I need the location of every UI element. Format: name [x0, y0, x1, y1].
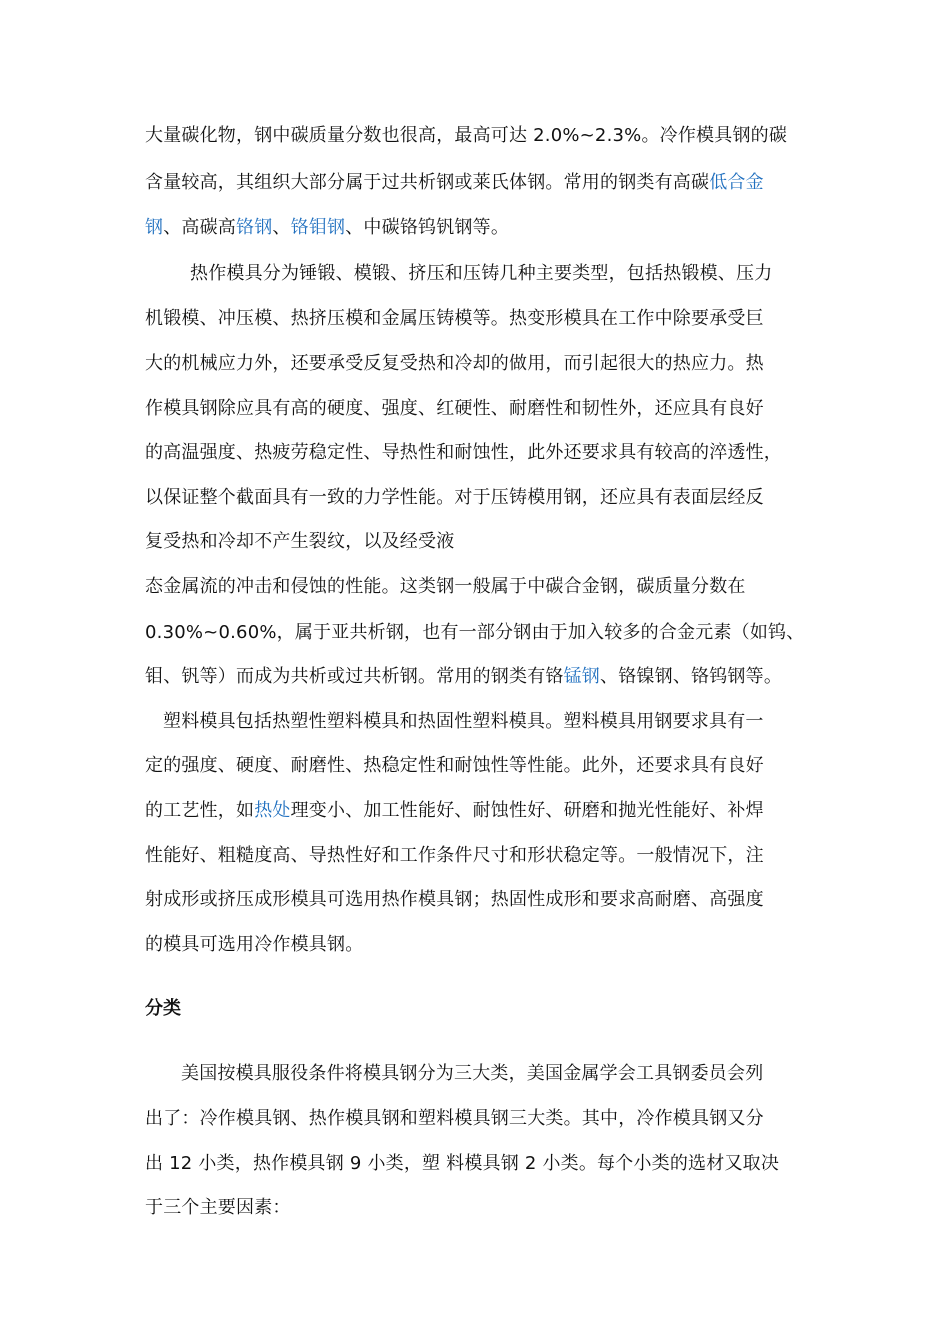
- text-line: 出 12 小类，热作模具钢 9 小类，塑 料模具钢 2 小类。每个小类的选材又取决: [145, 1153, 780, 1174]
- text-span: 理变小、加工性能好、耐蚀性好、研磨和抛光性能好、补焊: [290, 800, 764, 821]
- text-span: 钼、钒等）而成为共析或过共析钢。常用的钢类有铬: [145, 666, 564, 687]
- text-span: 含量较高，其组织大部分属于过共析钢或莱氏体钢。常用的钢类有高碳: [145, 172, 710, 193]
- link-manganese-steel[interactable]: 锰钢: [563, 666, 601, 687]
- text-line: [145, 171, 764, 195]
- text-span: 、铬镍钢、铬钨钢等。: [600, 666, 783, 687]
- text-line: [145, 799, 764, 823]
- text-span: 、: [272, 217, 291, 238]
- section-heading: 分类: [145, 998, 181, 1019]
- link-heat-treatment[interactable]: 热处: [254, 800, 291, 821]
- link-low-alloy[interactable]: 低合金: [709, 172, 764, 193]
- text-line: 机锻模、冲压模、热挤压模和金属压铸模等。热变形模具在工作中除要承受巨: [145, 308, 764, 329]
- text-line: 态金属流的冲击和侵蚀的性能。这类钢一般属于中碳合金钢，碳质量分数在: [145, 576, 746, 597]
- link-low-alloy-steel[interactable]: 钢: [145, 217, 164, 238]
- text-line: 塑料模具包括热塑性塑料模具和热固性塑料模具。塑料模具用钢要求具有一: [163, 711, 764, 732]
- text-line: 复受热和冷却不产生裂纹，以及经受液: [145, 531, 455, 552]
- text-line: 以保证整个截面具有一致的力学性能。对于压铸模用钢，还应具有表面层经反: [145, 487, 764, 508]
- text-line: 出了：冷作模具钢、热作模具钢和塑料模具钢三大类。其中，冷作模具钢又分: [145, 1108, 764, 1129]
- text-line: 于三个主要因素：: [145, 1197, 291, 1218]
- text-line: 的模具可选用冷作模具钢。: [145, 934, 364, 955]
- text-line: 热作模具分为锤锻、模锻、挤压和压铸几种主要类型，包括热锻模、压力: [190, 263, 773, 284]
- text-line: 美国按模具服役条件将模具钢分为三大类，美国金属学会工具钢委员会列: [181, 1063, 764, 1084]
- text-line: 0.30%~0.60%，属于亚共析钢，也有一部分钢由于加入较多的合金元素（如钨、: [145, 622, 805, 643]
- link-chromium-molybdenum-steel[interactable]: 铬钼钢: [290, 217, 346, 238]
- text-line: 大的机械应力外，还要承受反复受热和冷却的做用，而引起很大的热应力。热: [145, 353, 764, 374]
- text-line: 性能好、粗糙度高、导热性好和工作条件尺寸和形状稳定等。一般情况下，注: [145, 845, 764, 866]
- text-line: 定的强度、硬度、耐磨性、热稳定性和耐蚀性等性能。此外，还要求具有良好: [145, 755, 764, 776]
- text-span: 的工艺性，如: [145, 800, 255, 821]
- text-line: [145, 216, 509, 240]
- link-chromium-steel[interactable]: 铬钢: [236, 217, 273, 238]
- text-span: 、中碳铬钨钒钢等。: [345, 217, 510, 238]
- text-line: 射成形或挤压成形模具可选用热作模具钢；热固性成形和要求高耐磨、高强度: [145, 889, 764, 910]
- text-line: 作模具钢除应具有高的硬度、强度、红硬性、耐磨性和韧性外，还应具有良好: [145, 398, 764, 419]
- text-line: 的高温强度、热疲劳稳定性、导热性和耐蚀性，此外还要求具有较高的淬透性，: [145, 442, 782, 463]
- text-line: 大量碳化物，钢中碳质量分数也很高，最高可达 2.0%~2.3%。冷作模具钢的碳: [145, 125, 788, 146]
- text-span: 、高碳高: [163, 217, 237, 238]
- text-line: [145, 665, 782, 689]
